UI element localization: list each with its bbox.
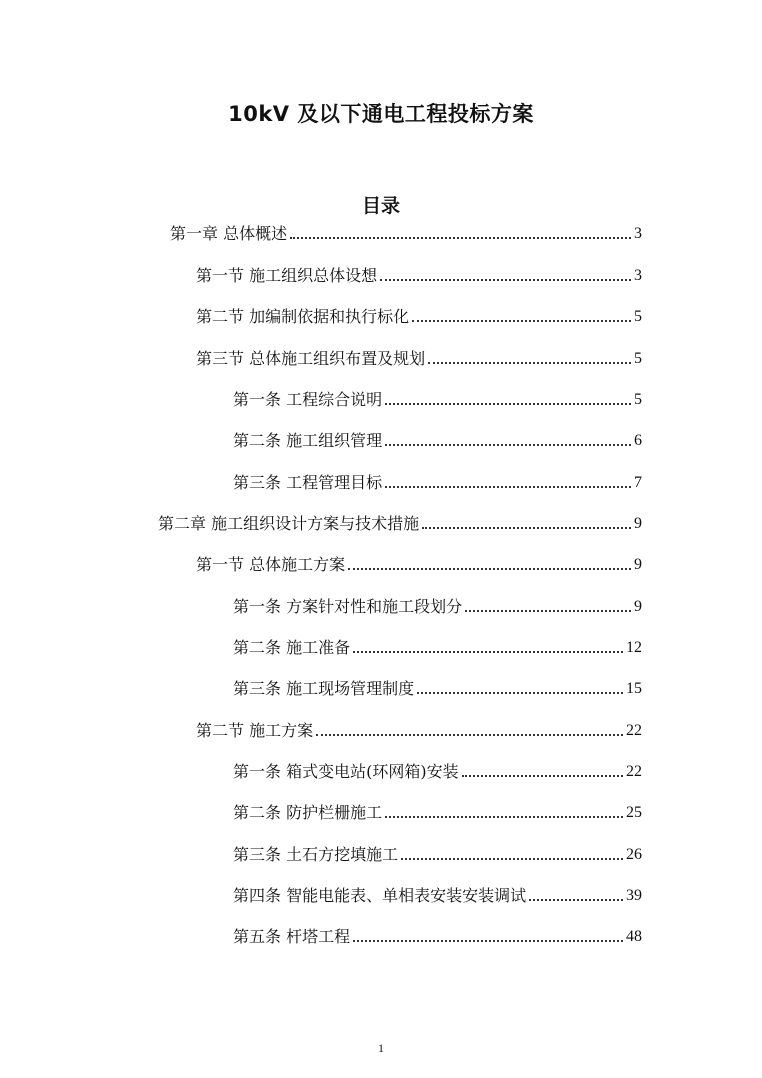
toc-entry-article[interactable]	[233, 593, 642, 617]
toc-leader-dots	[353, 940, 623, 942]
toc-entry-article[interactable]	[233, 427, 642, 451]
toc-entry-page: 39	[626, 887, 642, 904]
toc-entry-label: 第一条 工程综合说明	[233, 390, 383, 409]
toc-entry-page: 22	[626, 763, 642, 780]
toc-leader-dots	[417, 692, 623, 694]
toc-entry-label: 第二条 防护栏栅施工	[233, 803, 383, 822]
toc-entry-page: 48	[626, 928, 642, 945]
toc-leader-dots	[385, 816, 623, 818]
toc-leader-dots	[353, 651, 623, 653]
toc-entry-page: 5	[634, 350, 642, 367]
toc-leader-dots	[348, 568, 631, 570]
toc-entry-article[interactable]	[233, 469, 642, 493]
toc-entry-label: 第二条 施工准备	[233, 638, 351, 657]
toc-entry-article[interactable]	[233, 923, 642, 947]
toc-entry-label: 第二节 加编制依据和执行标化	[196, 307, 410, 326]
toc-entry-article[interactable]	[233, 386, 642, 410]
toc-leader-dots	[401, 858, 623, 860]
toc-leader-dots	[465, 610, 631, 612]
toc-entry-page: 15	[626, 680, 642, 697]
toc-entry-page: 6	[634, 432, 642, 449]
toc-entry-label: 第二条 施工组织管理	[233, 431, 383, 450]
toc-entry-label: 第二节 施工方案	[196, 721, 314, 740]
toc-entry-label: 第五条 杆塔工程	[233, 927, 351, 946]
toc-leader-dots	[316, 734, 623, 736]
toc-entry-label: 第三条 工程管理目标	[233, 473, 383, 492]
toc-entry-page: 9	[634, 598, 642, 615]
toc-leader-dots	[412, 320, 631, 322]
toc-entry-page: 25	[626, 804, 642, 821]
toc-entry-section[interactable]	[196, 551, 642, 575]
toc-entry-article[interactable]	[233, 675, 642, 699]
toc-entry-section[interactable]	[196, 303, 642, 327]
toc-entry-page: 12	[626, 639, 642, 656]
toc-leader-dots	[385, 444, 631, 446]
toc-entry-page: 5	[634, 391, 642, 408]
toc-entry-article[interactable]	[233, 841, 642, 865]
toc-entry-label: 第一节 总体施工方案	[196, 555, 346, 574]
toc-entry-label: 第一章 总体概述	[170, 224, 288, 243]
toc-entry-label: 第二章 施工组织设计方案与技术措施	[158, 514, 420, 533]
toc-entry-chapter-1[interactable]	[170, 220, 642, 244]
toc-entry-label: 第四条 智能电能表、单相表安装安装调试	[233, 886, 527, 905]
toc-entry-page: 5	[634, 308, 642, 325]
page-number: 1	[378, 1041, 384, 1055]
toc-entry-page: 26	[626, 846, 642, 863]
toc-entry-page: 3	[634, 267, 642, 284]
toc-entry-label: 第三节 总体施工组织布置及规划	[196, 349, 426, 368]
toc-entry-label: 第一节 施工组织总体设想	[196, 266, 378, 285]
toc-heading: 目录	[361, 195, 400, 217]
toc-entry-section[interactable]	[196, 717, 642, 741]
toc-entry-article[interactable]	[233, 799, 642, 823]
toc-leader-dots	[462, 775, 623, 777]
toc-entry-label: 第一条 箱式变电站(环网箱)安装	[233, 762, 459, 781]
toc-leader-dots	[529, 899, 623, 901]
toc-entry-page: 9	[634, 515, 642, 532]
toc-leader-dots	[422, 527, 631, 529]
toc-entry-section[interactable]	[196, 345, 642, 369]
toc-entry-article[interactable]	[233, 634, 642, 658]
toc-entry-label: 第三条 施工现场管理制度	[233, 679, 415, 698]
toc-leader-dots	[385, 403, 631, 405]
toc-leader-dots	[428, 362, 631, 364]
toc-leader-dots	[290, 237, 631, 239]
toc-entry-page: 22	[626, 722, 642, 739]
document-title: 10kV 及以下通电工程投标方案	[228, 102, 534, 126]
toc-leader-dots	[385, 486, 631, 488]
toc-entry-article[interactable]	[233, 882, 642, 906]
toc-entry-chapter-2[interactable]	[158, 510, 642, 534]
toc-entry-section[interactable]	[196, 262, 642, 286]
toc-entry-label: 第一条 方案针对性和施工段划分	[233, 597, 463, 616]
toc-entry-page: 3	[634, 225, 642, 242]
toc-entry-page: 7	[634, 474, 642, 491]
toc-leader-dots	[380, 279, 631, 281]
toc-entry-page: 9	[634, 556, 642, 573]
toc-entry-article[interactable]	[233, 758, 642, 782]
toc-entry-label: 第三条 土石方挖填施工	[233, 845, 399, 864]
